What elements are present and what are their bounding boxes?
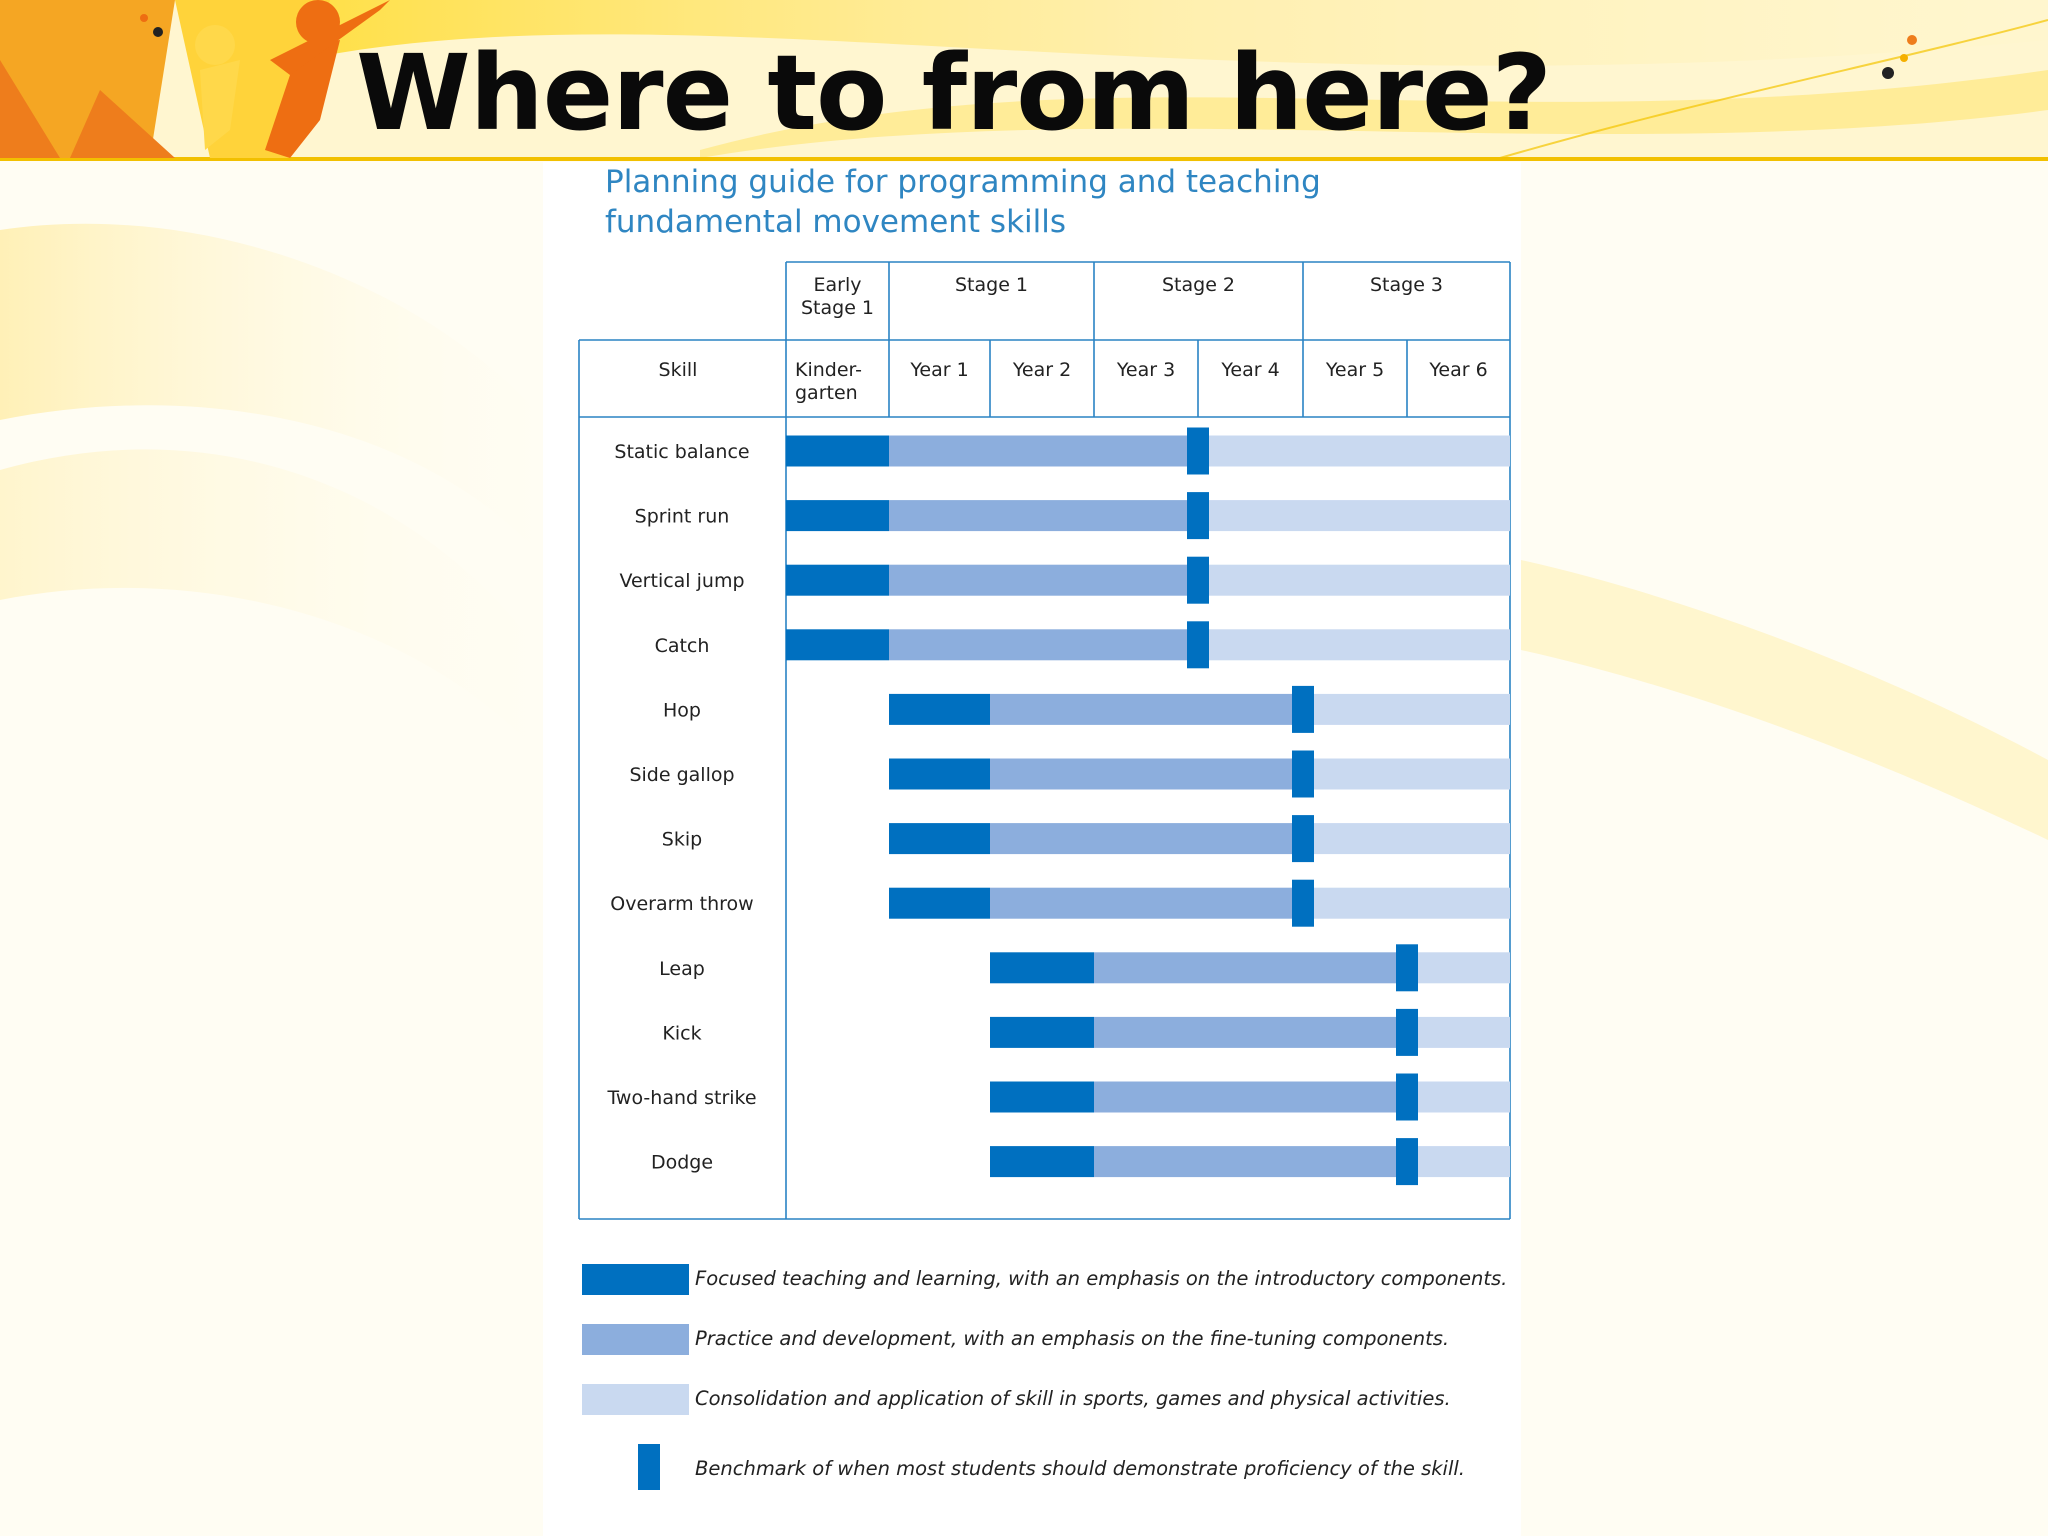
bar-practice — [889, 629, 1198, 660]
bar-consolidation — [1407, 1017, 1510, 1048]
benchmark-marker — [1292, 686, 1314, 733]
benchmark-marker — [1396, 1138, 1418, 1185]
benchmark-marker — [1187, 557, 1209, 604]
bar-focused — [990, 1082, 1094, 1113]
bar-practice — [1094, 952, 1407, 983]
bar-focused — [889, 694, 990, 725]
stage-header-label: Early — [813, 274, 862, 296]
legend-swatch-practice — [582, 1324, 689, 1355]
bar-practice — [889, 500, 1198, 531]
legend-swatch-consolidation — [582, 1384, 689, 1415]
bar-practice — [990, 694, 1303, 725]
benchmark-marker — [1292, 751, 1314, 798]
bar-consolidation — [1407, 1146, 1510, 1177]
stage-header-label: Stage 1 — [954, 274, 1029, 296]
bar-practice — [889, 436, 1198, 467]
bar-focused — [889, 888, 990, 919]
skill-header-label: Skill — [658, 359, 698, 381]
legend-text-consolidation: Consolidation and application of skill in sports, games and physical activities. — [695, 1387, 1451, 1410]
skill-label: Overarm throw — [610, 893, 754, 916]
bar-practice — [1094, 1146, 1407, 1177]
bar-consolidation — [1303, 694, 1510, 725]
benchmark-marker — [1396, 944, 1418, 991]
year-header-label: Year 1 — [910, 359, 969, 381]
year-header-label: Year 4 — [1221, 359, 1280, 381]
bar-focused — [990, 1017, 1094, 1048]
benchmark-marker — [1187, 492, 1209, 539]
bar-consolidation — [1198, 565, 1510, 596]
skill-label: Hop — [663, 699, 701, 722]
bar-consolidation — [1198, 629, 1510, 660]
bar-practice — [889, 565, 1198, 596]
bar-focused — [990, 952, 1094, 983]
benchmark-marker — [1187, 428, 1209, 475]
year-header-label: Kinder- — [795, 359, 862, 381]
bar-consolidation — [1407, 952, 1510, 983]
skill-label: Vertical jump — [619, 570, 745, 593]
skill-label: Static balance — [614, 441, 750, 463]
year-header-label: Year 6 — [1429, 359, 1488, 381]
stage-header-label: Stage 2 — [1161, 274, 1236, 296]
year-header-label: Year 2 — [1012, 359, 1072, 381]
year-header-label: garten — [795, 382, 858, 404]
benchmark-marker — [1396, 1074, 1418, 1121]
bar-consolidation — [1407, 1082, 1510, 1113]
page-title: Where to from here? — [356, 32, 1551, 154]
year-header-label: Year 3 — [1116, 359, 1176, 381]
bar-focused — [990, 1146, 1094, 1177]
bar-consolidation — [1198, 436, 1510, 467]
bar-focused — [786, 500, 889, 531]
skill-label: Sprint run — [634, 505, 730, 528]
skill-label: Dodge — [650, 1151, 714, 1174]
bar-practice — [990, 759, 1303, 790]
bar-focused — [786, 436, 889, 467]
chart-subtitle-line-1: Planning guide for programming and teaching — [605, 164, 1321, 200]
benchmark-marker — [1292, 880, 1314, 927]
bar-consolidation — [1303, 823, 1510, 854]
stage-header-label: Stage 1 — [800, 297, 875, 319]
legend-swatch-focused — [582, 1264, 689, 1295]
stage-header-label: Stage 3 — [1369, 274, 1444, 296]
bar-consolidation — [1303, 759, 1510, 790]
bar-practice — [990, 888, 1303, 919]
bar-focused — [889, 759, 990, 790]
bar-focused — [786, 565, 889, 596]
legend-text-focused: Focused teaching and learning, with an emphasis on the introductory components. — [695, 1267, 1508, 1290]
skill-label: Catch — [654, 634, 710, 657]
bar-focused — [889, 823, 990, 854]
skill-label: Skip — [661, 828, 703, 851]
benchmark-marker — [1292, 815, 1314, 862]
legend-text-practice: Practice and development, with an emphasis on the fine-tuning components. — [695, 1327, 1450, 1350]
benchmark-marker — [1396, 1009, 1418, 1056]
legend-text-benchmark: Benchmark of when most students should demonstrate proficiency of the skill. — [695, 1457, 1466, 1480]
bar-practice — [1094, 1017, 1407, 1048]
skill-label: Leap — [659, 957, 705, 980]
bar-focused — [786, 629, 889, 660]
bar-consolidation — [1198, 500, 1510, 531]
bar-practice — [990, 823, 1303, 854]
skill-label: Side gallop — [629, 764, 735, 786]
year-header-label: Year 5 — [1325, 359, 1385, 381]
bar-consolidation — [1303, 888, 1510, 919]
legend-swatch-benchmark — [638, 1444, 660, 1490]
skill-label: Two-hand strike — [607, 1087, 757, 1109]
skill-label: Kick — [662, 1022, 702, 1045]
bar-practice — [1094, 1082, 1407, 1113]
benchmark-marker — [1187, 621, 1209, 668]
chart-subtitle-line-2: fundamental movement skills — [605, 204, 1067, 240]
